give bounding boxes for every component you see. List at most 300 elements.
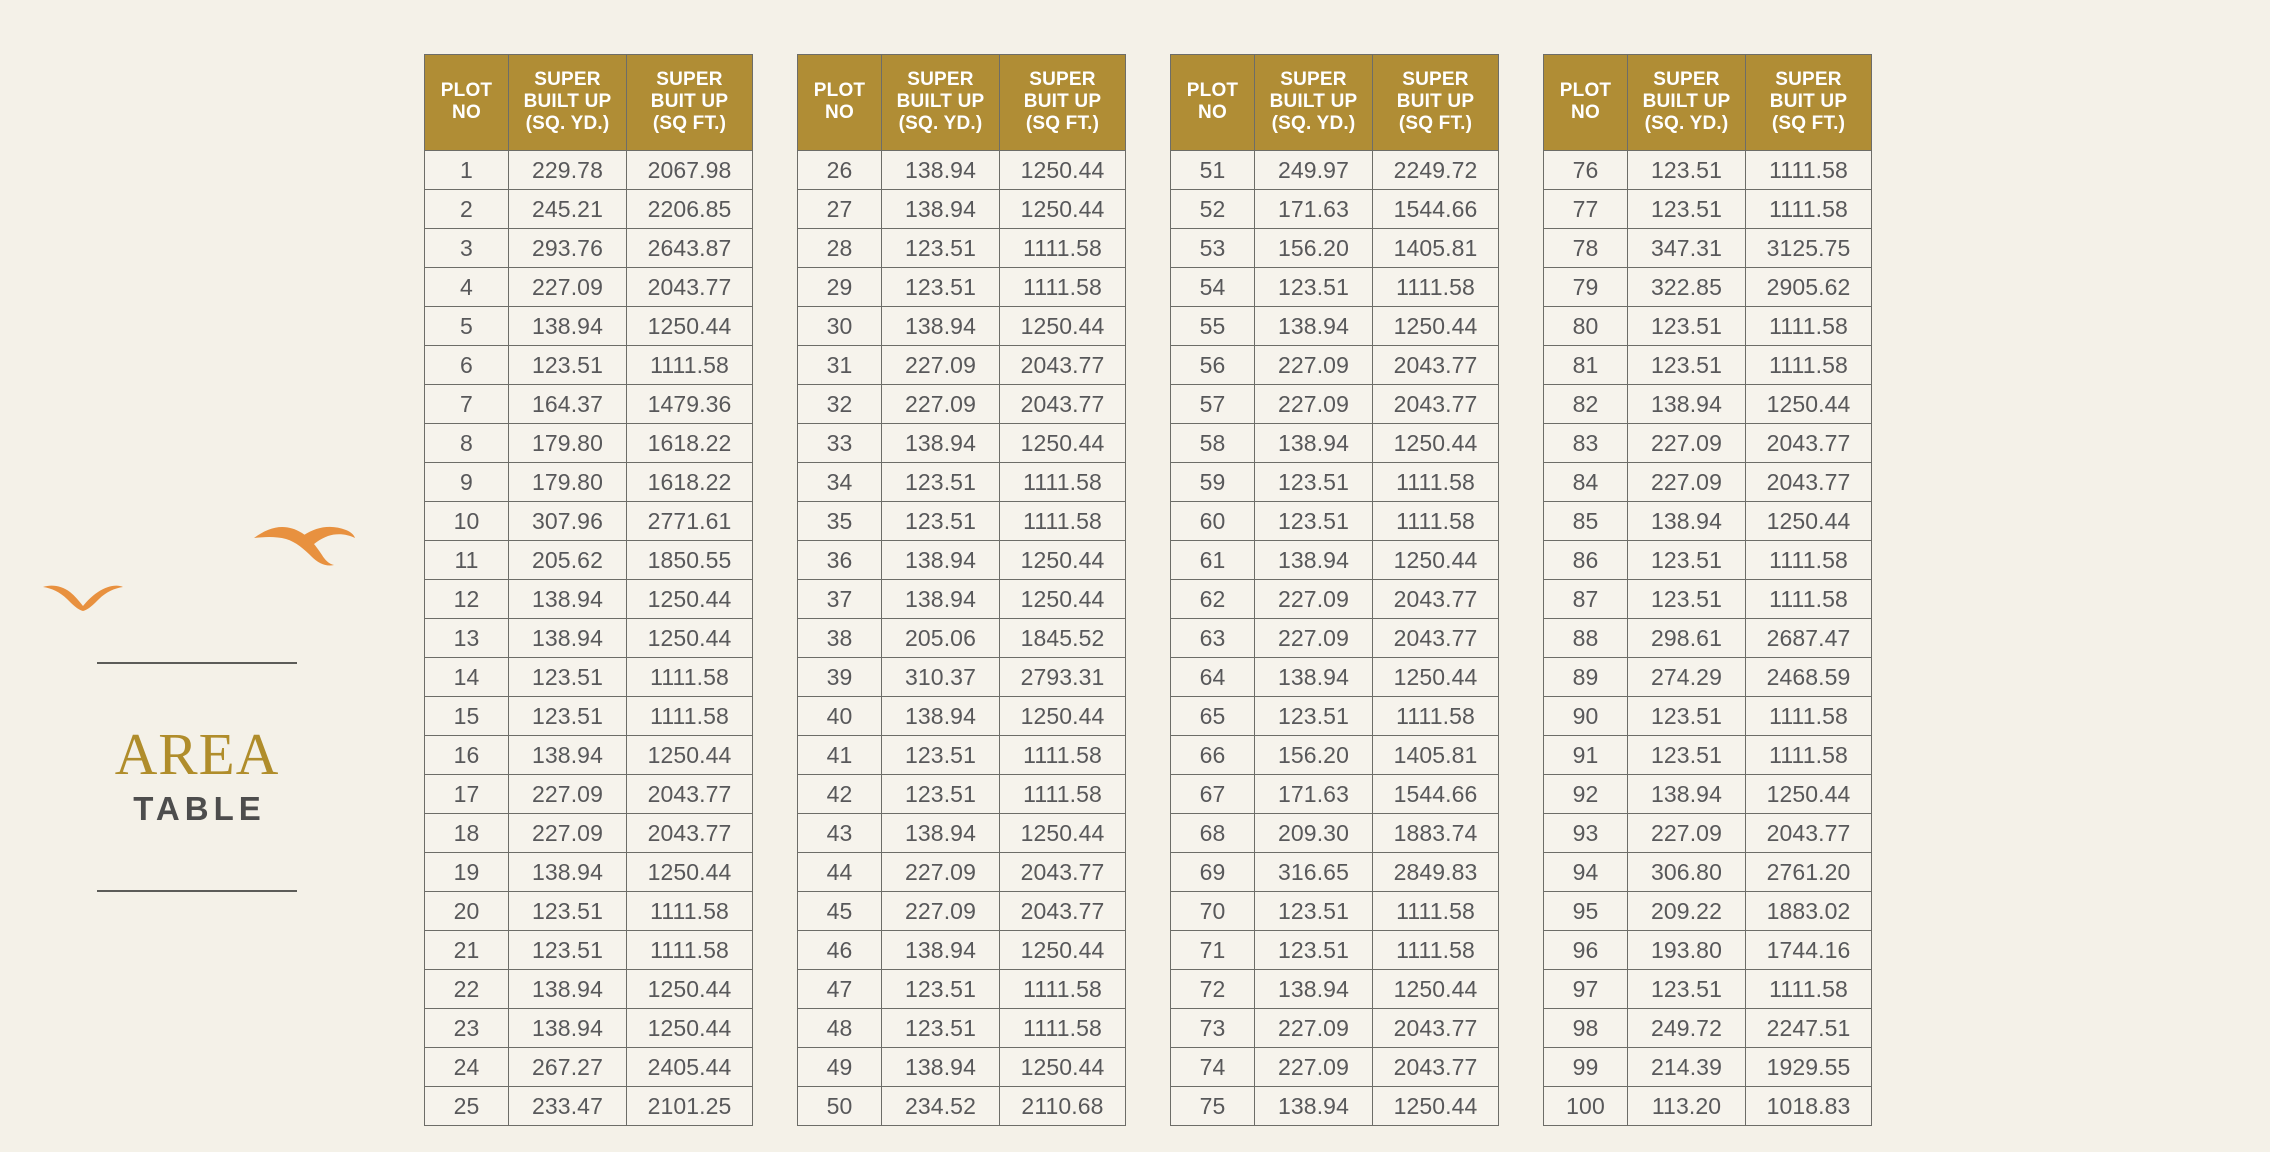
cell-sq-yd: 193.80 — [1628, 931, 1746, 970]
cell-sq-yd: 123.51 — [509, 658, 627, 697]
cell-plot-no: 22 — [425, 970, 509, 1009]
cell-sq-ft: 1111.58 — [627, 931, 753, 970]
column-header-plot-no — [798, 55, 882, 151]
table-row — [1544, 385, 1872, 424]
column-header-super-built-up-sq-ft-line-1: SUPER — [1402, 68, 1469, 90]
cell-plot-no: 48 — [798, 1009, 882, 1048]
cell-sq-yd: 123.51 — [1255, 268, 1373, 307]
cell-sq-ft: 1111.58 — [627, 658, 753, 697]
table-row — [1171, 658, 1499, 697]
cell-plot-no: 23 — [425, 1009, 509, 1048]
table-body — [1544, 151, 1872, 1126]
column-header-plot-no-line-1: PLOT — [813, 79, 866, 101]
cell-sq-ft: 1250.44 — [627, 736, 753, 775]
cell-sq-yd: 138.94 — [1628, 385, 1746, 424]
cell-plot-no: 33 — [798, 424, 882, 463]
column-header-plot-no-line-2: NO — [452, 102, 481, 123]
column-header-plot-no-line-2: NO — [1198, 102, 1227, 123]
table-row — [1544, 853, 1872, 892]
cell-plot-no: 70 — [1171, 892, 1255, 931]
cell-sq-ft: 1111.58 — [1746, 190, 1872, 229]
cell-plot-no: 2 — [425, 190, 509, 229]
cell-plot-no: 6 — [425, 346, 509, 385]
cell-sq-ft: 1618.22 — [627, 463, 753, 502]
cell-sq-yd: 123.51 — [1628, 736, 1746, 775]
cell-sq-ft: 1111.58 — [1000, 1009, 1126, 1048]
cell-plot-no: 8 — [425, 424, 509, 463]
table-row — [1171, 541, 1499, 580]
table-row — [798, 619, 1126, 658]
table-row — [425, 463, 753, 502]
cell-sq-ft: 2101.25 — [627, 1087, 753, 1126]
cell-sq-yd: 227.09 — [882, 853, 1000, 892]
cell-sq-ft: 2405.44 — [627, 1048, 753, 1087]
table-header — [425, 55, 753, 151]
cell-sq-ft: 1111.58 — [1000, 229, 1126, 268]
column-header-super-built-up-sq-ft-line-3: (SQ FT.) — [1398, 113, 1473, 135]
cell-sq-ft: 1618.22 — [627, 424, 753, 463]
cell-sq-yd: 123.51 — [882, 268, 1000, 307]
cell-plot-no: 83 — [1544, 424, 1628, 463]
cell-sq-yd: 138.94 — [1255, 541, 1373, 580]
cell-sq-ft: 1111.58 — [1373, 502, 1499, 541]
cell-sq-ft: 2849.83 — [1373, 853, 1499, 892]
table-row — [1171, 385, 1499, 424]
cell-sq-ft: 1250.44 — [1000, 697, 1126, 736]
cell-plot-no: 56 — [1171, 346, 1255, 385]
cell-sq-ft: 1111.58 — [1746, 307, 1872, 346]
column-header-super-built-up-sq-yd-line-2: BUILT UP — [523, 90, 612, 112]
column-header-super-built-up-sq-yd — [509, 55, 627, 151]
cell-plot-no: 65 — [1171, 697, 1255, 736]
cell-sq-yd: 123.51 — [1255, 892, 1373, 931]
cell-sq-yd: 227.09 — [882, 892, 1000, 931]
table-row — [798, 580, 1126, 619]
column-header-super-built-up-sq-yd-line-3: (SQ. YD.) — [898, 113, 983, 135]
cell-plot-no: 15 — [425, 697, 509, 736]
cell-sq-ft: 2043.77 — [627, 775, 753, 814]
cell-sq-yd: 227.09 — [509, 775, 627, 814]
cell-plot-no: 3 — [425, 229, 509, 268]
table-4 — [1543, 54, 1872, 1126]
cell-sq-ft: 2771.61 — [627, 502, 753, 541]
table-row — [1171, 1009, 1499, 1048]
table-row — [1544, 307, 1872, 346]
cell-plot-no: 11 — [425, 541, 509, 580]
table-row — [1171, 892, 1499, 931]
column-header-plot-no-line-1: PLOT — [1186, 79, 1239, 101]
cell-plot-no: 60 — [1171, 502, 1255, 541]
table-row — [1544, 151, 1872, 190]
table-row — [425, 346, 753, 385]
cell-sq-yd: 156.20 — [1255, 229, 1373, 268]
table-row — [798, 892, 1126, 931]
cell-sq-yd: 234.52 — [882, 1087, 1000, 1126]
cell-plot-no: 1 — [425, 151, 509, 190]
cell-sq-ft: 1883.02 — [1746, 892, 1872, 931]
cell-sq-ft: 2043.77 — [1373, 346, 1499, 385]
column-header-super-built-up-sq-yd-line-1: SUPER — [1653, 68, 1720, 90]
table-row — [798, 931, 1126, 970]
cell-plot-no: 5 — [425, 307, 509, 346]
cell-plot-no: 31 — [798, 346, 882, 385]
cell-sq-yd: 307.96 — [509, 502, 627, 541]
cell-plot-no: 16 — [425, 736, 509, 775]
cell-plot-no: 96 — [1544, 931, 1628, 970]
table-row — [798, 697, 1126, 736]
left-title-panel — [0, 0, 400, 1152]
cell-plot-no: 19 — [425, 853, 509, 892]
cell-plot-no: 99 — [1544, 1048, 1628, 1087]
table-row — [1171, 346, 1499, 385]
cell-plot-no: 49 — [798, 1048, 882, 1087]
cell-sq-yd: 123.51 — [1255, 697, 1373, 736]
table-row — [425, 853, 753, 892]
cell-plot-no: 9 — [425, 463, 509, 502]
table-row — [798, 502, 1126, 541]
table-row — [1544, 1087, 1872, 1126]
cell-sq-ft: 2905.62 — [1746, 268, 1872, 307]
cell-sq-ft: 2043.77 — [1373, 619, 1499, 658]
cell-sq-ft: 2043.77 — [1000, 385, 1126, 424]
cell-plot-no: 95 — [1544, 892, 1628, 931]
table-row — [1544, 502, 1872, 541]
cell-sq-yd: 245.21 — [509, 190, 627, 229]
cell-sq-ft: 1250.44 — [1373, 541, 1499, 580]
cell-plot-no: 68 — [1171, 814, 1255, 853]
cell-sq-ft: 2043.77 — [1373, 385, 1499, 424]
cell-plot-no: 59 — [1171, 463, 1255, 502]
table-1 — [424, 54, 753, 1126]
cell-sq-ft: 1111.58 — [1000, 502, 1126, 541]
cell-plot-no: 36 — [798, 541, 882, 580]
cell-sq-ft: 1111.58 — [1373, 697, 1499, 736]
cell-sq-yd: 306.80 — [1628, 853, 1746, 892]
cell-sq-yd: 123.51 — [1628, 190, 1746, 229]
cell-plot-no: 78 — [1544, 229, 1628, 268]
cell-sq-ft: 2043.77 — [1000, 853, 1126, 892]
cell-sq-yd: 227.09 — [882, 385, 1000, 424]
cell-sq-ft: 1250.44 — [1373, 307, 1499, 346]
cell-sq-ft: 1744.16 — [1746, 931, 1872, 970]
cell-sq-yd: 227.09 — [1255, 346, 1373, 385]
table-row — [1171, 151, 1499, 190]
table-row — [798, 385, 1126, 424]
cell-plot-no: 71 — [1171, 931, 1255, 970]
cell-sq-ft: 1544.66 — [1373, 190, 1499, 229]
cell-plot-no: 66 — [1171, 736, 1255, 775]
cell-sq-yd: 227.09 — [1255, 580, 1373, 619]
cell-sq-yd: 138.94 — [1255, 1087, 1373, 1126]
cell-sq-ft: 1250.44 — [1746, 775, 1872, 814]
cell-sq-yd: 179.80 — [509, 463, 627, 502]
cell-sq-ft: 1250.44 — [1000, 931, 1126, 970]
cell-plot-no: 29 — [798, 268, 882, 307]
cell-sq-yd: 123.51 — [509, 931, 627, 970]
table-2 — [797, 54, 1126, 1126]
cell-sq-ft: 1111.58 — [1746, 580, 1872, 619]
table-row — [1171, 970, 1499, 1009]
cell-sq-yd: 123.51 — [1628, 307, 1746, 346]
table-row — [1544, 775, 1872, 814]
cell-sq-yd: 227.09 — [1255, 385, 1373, 424]
cell-sq-ft: 1111.58 — [1746, 697, 1872, 736]
table-row — [425, 151, 753, 190]
column-header-super-built-up-sq-yd-line-2: BUILT UP — [1269, 90, 1358, 112]
table-row — [1544, 1009, 1872, 1048]
table-row — [425, 268, 753, 307]
table-row — [798, 775, 1126, 814]
table-row — [1544, 970, 1872, 1009]
cell-sq-yd: 123.51 — [882, 463, 1000, 502]
cell-sq-yd: 138.94 — [882, 307, 1000, 346]
cell-plot-no: 52 — [1171, 190, 1255, 229]
cell-sq-ft: 1111.58 — [1746, 970, 1872, 1009]
table-row — [1544, 463, 1872, 502]
table-row — [425, 580, 753, 619]
cell-sq-yd: 316.65 — [1255, 853, 1373, 892]
table-row — [798, 970, 1126, 1009]
cell-sq-yd: 138.94 — [882, 1048, 1000, 1087]
cell-plot-no: 17 — [425, 775, 509, 814]
cell-sq-ft: 1111.58 — [1746, 346, 1872, 385]
cell-plot-no: 74 — [1171, 1048, 1255, 1087]
table-row — [1171, 1048, 1499, 1087]
cell-sq-yd: 123.51 — [1628, 580, 1746, 619]
table-3 — [1170, 54, 1499, 1126]
cell-sq-yd: 123.51 — [1255, 502, 1373, 541]
cell-plot-no: 20 — [425, 892, 509, 931]
cell-plot-no: 25 — [425, 1087, 509, 1126]
table-row — [798, 853, 1126, 892]
cell-plot-no: 73 — [1171, 1009, 1255, 1048]
table-row — [1171, 814, 1499, 853]
cell-sq-yd: 138.94 — [509, 853, 627, 892]
cell-sq-yd: 123.51 — [882, 229, 1000, 268]
column-header-super-built-up-sq-yd-line-2: BUILT UP — [1642, 90, 1731, 112]
table-row — [798, 541, 1126, 580]
cell-sq-yd: 229.78 — [509, 151, 627, 190]
table-row — [798, 151, 1126, 190]
cell-sq-ft: 1111.58 — [1000, 268, 1126, 307]
cell-sq-ft: 1845.52 — [1000, 619, 1126, 658]
cell-plot-no: 46 — [798, 931, 882, 970]
cell-sq-yd: 123.51 — [509, 892, 627, 931]
cell-sq-yd: 138.94 — [882, 541, 1000, 580]
table-row — [1544, 658, 1872, 697]
column-header-super-built-up-sq-ft-line-3: (SQ FT.) — [652, 113, 727, 135]
table-row — [1171, 775, 1499, 814]
table-row — [425, 658, 753, 697]
cell-plot-no: 42 — [798, 775, 882, 814]
cell-plot-no: 38 — [798, 619, 882, 658]
table-row — [1544, 190, 1872, 229]
cell-plot-no: 85 — [1544, 502, 1628, 541]
column-header-super-built-up-sq-ft — [627, 55, 753, 151]
column-header-super-built-up-sq-ft-line-2: BUIT UP — [1396, 90, 1475, 112]
cell-plot-no: 100 — [1544, 1087, 1628, 1126]
cell-plot-no: 21 — [425, 931, 509, 970]
cell-plot-no: 87 — [1544, 580, 1628, 619]
cell-plot-no: 55 — [1171, 307, 1255, 346]
cell-sq-yd: 123.51 — [1255, 931, 1373, 970]
cell-plot-no: 86 — [1544, 541, 1628, 580]
cell-plot-no: 4 — [425, 268, 509, 307]
column-header-super-built-up-sq-yd-line-1: SUPER — [534, 68, 601, 90]
cell-sq-ft: 3125.75 — [1746, 229, 1872, 268]
table-row — [1171, 580, 1499, 619]
cell-sq-ft: 1250.44 — [1000, 190, 1126, 229]
cell-sq-ft: 2249.72 — [1373, 151, 1499, 190]
cell-plot-no: 64 — [1171, 658, 1255, 697]
cell-sq-yd: 138.94 — [882, 580, 1000, 619]
cell-sq-ft: 1250.44 — [1373, 424, 1499, 463]
cell-sq-yd: 267.27 — [509, 1048, 627, 1087]
cell-sq-yd: 227.09 — [509, 814, 627, 853]
table-row — [1544, 268, 1872, 307]
cell-sq-yd: 205.06 — [882, 619, 1000, 658]
table-row — [1544, 580, 1872, 619]
page-title — [92, 662, 302, 892]
cell-sq-ft: 1018.83 — [1746, 1087, 1872, 1126]
cell-sq-ft: 1250.44 — [1000, 424, 1126, 463]
column-header-plot-no — [1544, 55, 1628, 151]
table-row — [425, 190, 753, 229]
table-row — [798, 424, 1126, 463]
cell-sq-ft: 1111.58 — [1000, 775, 1126, 814]
cell-plot-no: 54 — [1171, 268, 1255, 307]
cell-sq-ft: 1250.44 — [1373, 658, 1499, 697]
column-header-super-built-up-sq-ft — [1000, 55, 1126, 151]
cell-sq-yd: 138.94 — [509, 307, 627, 346]
table-row — [425, 307, 753, 346]
table-row — [1171, 424, 1499, 463]
table-body — [425, 151, 753, 1126]
cell-sq-ft: 1250.44 — [627, 1009, 753, 1048]
cell-sq-ft: 1250.44 — [627, 619, 753, 658]
cell-sq-yd: 293.76 — [509, 229, 627, 268]
table-row — [425, 697, 753, 736]
cell-sq-yd: 123.51 — [1628, 346, 1746, 385]
cell-plot-no: 80 — [1544, 307, 1628, 346]
cell-sq-ft: 1111.58 — [1746, 736, 1872, 775]
cell-sq-yd: 227.09 — [1255, 619, 1373, 658]
column-header-super-built-up-sq-yd-line-1: SUPER — [907, 68, 974, 90]
column-header-plot-no — [1171, 55, 1255, 151]
column-header-super-built-up-sq-yd-line-3: (SQ. YD.) — [1271, 113, 1356, 135]
cell-sq-yd: 138.94 — [882, 151, 1000, 190]
cell-sq-ft: 2793.31 — [1000, 658, 1126, 697]
cell-sq-ft: 1250.44 — [1373, 1087, 1499, 1126]
cell-plot-no: 89 — [1544, 658, 1628, 697]
table-row — [1171, 502, 1499, 541]
cell-sq-yd: 233.47 — [509, 1087, 627, 1126]
cell-sq-yd: 310.37 — [882, 658, 1000, 697]
table-row — [1544, 1048, 1872, 1087]
table-row — [1171, 697, 1499, 736]
column-header-super-built-up-sq-ft-line-1: SUPER — [656, 68, 723, 90]
cell-sq-yd: 298.61 — [1628, 619, 1746, 658]
column-header-super-built-up-sq-ft — [1373, 55, 1499, 151]
cell-sq-yd: 123.51 — [1628, 970, 1746, 1009]
cell-sq-yd: 205.62 — [509, 541, 627, 580]
cell-sq-ft: 1111.58 — [1746, 541, 1872, 580]
cell-sq-ft: 1250.44 — [1373, 970, 1499, 1009]
column-header-super-built-up-sq-yd — [1255, 55, 1373, 151]
cell-sq-yd: 138.94 — [882, 931, 1000, 970]
cell-sq-yd: 227.09 — [1255, 1009, 1373, 1048]
cell-sq-yd: 123.51 — [509, 697, 627, 736]
table-row — [1171, 736, 1499, 775]
cell-sq-yd: 347.31 — [1628, 229, 1746, 268]
cell-sq-yd: 227.09 — [1628, 814, 1746, 853]
cell-plot-no: 7 — [425, 385, 509, 424]
table-row — [425, 814, 753, 853]
table-row — [1544, 619, 1872, 658]
cell-sq-yd: 123.51 — [882, 1009, 1000, 1048]
cell-plot-no: 58 — [1171, 424, 1255, 463]
table-row — [425, 775, 753, 814]
cell-sq-ft: 2206.85 — [627, 190, 753, 229]
cell-sq-yd: 227.09 — [1628, 463, 1746, 502]
cell-plot-no: 79 — [1544, 268, 1628, 307]
cell-plot-no: 81 — [1544, 346, 1628, 385]
title-divider-bottom — [97, 890, 297, 892]
table-row — [798, 658, 1126, 697]
cell-sq-ft: 2043.77 — [1000, 892, 1126, 931]
table-header — [1544, 55, 1872, 151]
column-header-super-built-up-sq-yd — [882, 55, 1000, 151]
cell-sq-ft: 2247.51 — [1746, 1009, 1872, 1048]
cell-sq-yd: 123.51 — [882, 775, 1000, 814]
table-row — [1544, 697, 1872, 736]
table-row — [1544, 736, 1872, 775]
cell-sq-yd: 171.63 — [1255, 190, 1373, 229]
table-row — [425, 385, 753, 424]
cell-sq-yd: 227.09 — [1628, 424, 1746, 463]
table-row — [798, 463, 1126, 502]
cell-sq-yd: 138.94 — [1255, 970, 1373, 1009]
cell-plot-no: 92 — [1544, 775, 1628, 814]
table-row — [1544, 229, 1872, 268]
column-header-super-built-up-sq-yd-line-3: (SQ. YD.) — [525, 113, 610, 135]
cell-sq-yd: 138.94 — [509, 970, 627, 1009]
table-body — [1171, 151, 1499, 1126]
cell-sq-ft: 2687.47 — [1746, 619, 1872, 658]
table-row — [1171, 463, 1499, 502]
cell-sq-ft: 1479.36 — [627, 385, 753, 424]
cell-plot-no: 37 — [798, 580, 882, 619]
cell-plot-no: 77 — [1544, 190, 1628, 229]
table-row — [798, 190, 1126, 229]
cell-sq-ft: 1405.81 — [1373, 229, 1499, 268]
cell-sq-ft: 1405.81 — [1373, 736, 1499, 775]
cell-sq-ft: 1250.44 — [1000, 151, 1126, 190]
cell-plot-no: 57 — [1171, 385, 1255, 424]
cell-sq-ft: 2043.77 — [1746, 424, 1872, 463]
cell-sq-ft: 2043.77 — [627, 268, 753, 307]
cell-sq-ft: 1250.44 — [627, 970, 753, 1009]
column-header-super-built-up-sq-ft-line-2: BUIT UP — [650, 90, 729, 112]
cell-plot-no: 50 — [798, 1087, 882, 1126]
table-header-row — [798, 55, 1126, 151]
cell-plot-no: 67 — [1171, 775, 1255, 814]
cell-sq-yd: 209.22 — [1628, 892, 1746, 931]
cell-sq-ft: 1929.55 — [1746, 1048, 1872, 1087]
cell-plot-no: 61 — [1171, 541, 1255, 580]
cell-sq-yd: 156.20 — [1255, 736, 1373, 775]
column-header-super-built-up-sq-yd-line-2: BUILT UP — [896, 90, 985, 112]
